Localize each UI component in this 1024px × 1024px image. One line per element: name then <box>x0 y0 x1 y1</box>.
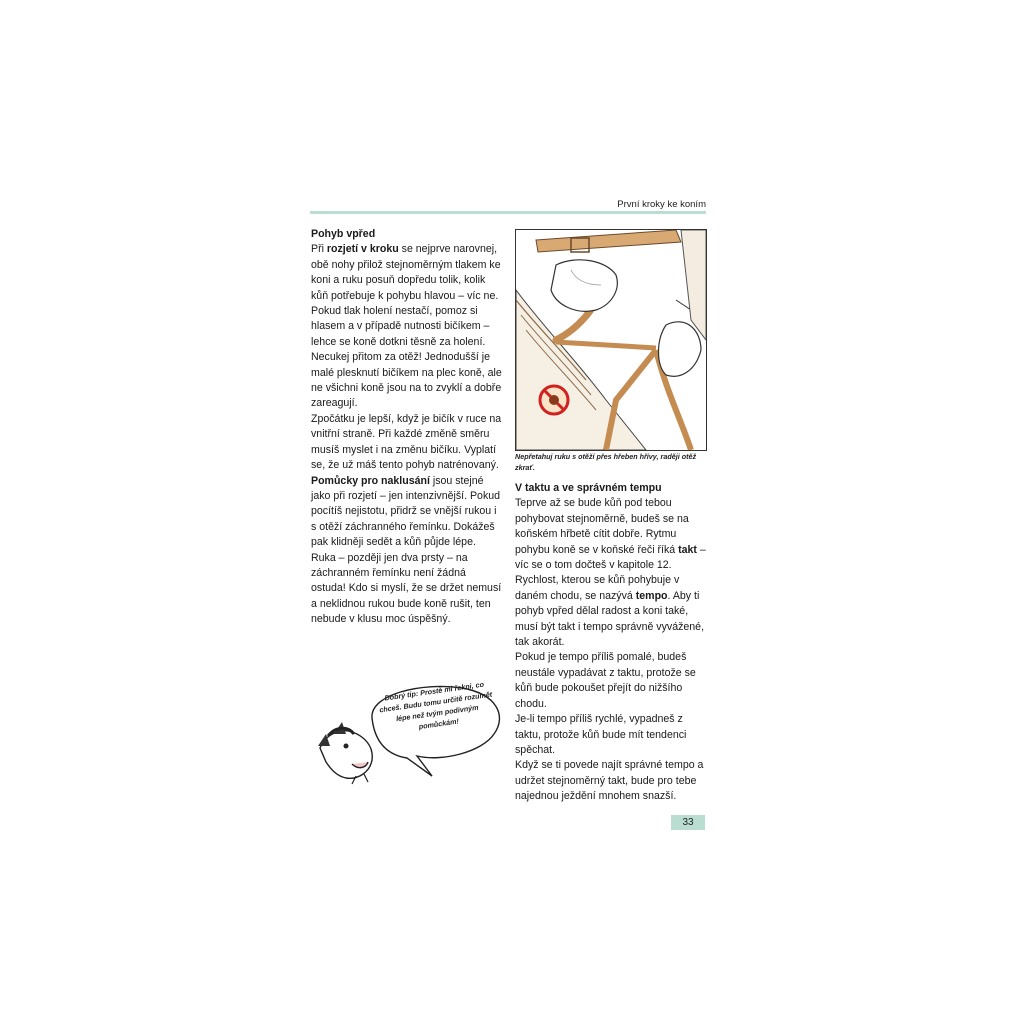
paragraph-spravne: Když se ti povede najít správné tempo a udržet stejnoměrný takt, bude pro tebe najednou ježdění mnohem snazší. <box>515 759 704 803</box>
paragraph-takt: Teprve až se bude kůň pod tebou pohybovat stejnoměrně, budeš se na koňském hřbetě cítit dobře. Rytmu pohybu koně se v koňské řeči říká takt – víc se o tom dočteš v kapitole 12. <box>515 497 706 572</box>
running-head: První kroky ke koním <box>617 199 706 210</box>
tip-text: Dobrý tip: Prostě mi řekni, co chceš. Budu tomu určitě rozumět lépe než tvým podivným pomůckám! <box>378 679 493 732</box>
reins-illustration <box>515 229 707 451</box>
right-column <box>515 481 707 805</box>
illustration-caption: Nepřetahuj ruku s otěží přes hřeben hřívy, raději otěž zkrať. <box>515 452 697 472</box>
paragraph-naklusani: Pomůcky pro naklusání jsou stejné jako při rozjetí – jen intenzivnější. Pokud pocítíš nejistotu, přidrž se vnější rukou i s otěží záchranného řemínku. Dokážeš pak klidněji sedět a kůň půjde lépe. Ruka – později jen dva prsty – na záchranném řemínku není žádná ostuda! Kdo si myslí, že se držet nemusí a neklidnou rukou bude koně rušit, ten nebude v klusu moc úspěšný. <box>311 474 502 626</box>
section-heading-takt: V taktu a ve správném tempu <box>515 482 662 494</box>
term-rozjeti: rozjetí v kroku <box>326 243 399 256</box>
paragraph-rozjeti: Při rozjetí v kroku se nejprve narovnej, obě nohy přilož stejnoměrným tlakem ke koni a ruku posuň dopředu tolik, kolik kůň potřebuje k pohybu hlavou – víc ne. Pokud tlak holení nestačí, pomoz si hlasem a v případě nutnosti bičíkem – lehce se koně dotkni těsně za holení. Necukej přitom za otěž! Jednodušší je malé plesknutí bičíkem na plec koně, ale ne všichni koně jsou na to zvyklí a dobře zareagují. <box>311 243 502 410</box>
hands-reins-icon <box>516 230 706 450</box>
no-sign-icon <box>540 386 568 414</box>
left-column <box>311 227 503 628</box>
term-naklusani: Pomůcky pro naklusání <box>311 474 430 487</box>
paragraph-pomale: Pokud je tempo příliš pomalé, budeš neustále vypadávat z taktu, protože se kůň bude pokoušet přejít do nižšího chodu. <box>515 651 696 710</box>
header-rule <box>310 211 706 214</box>
horse-head-icon <box>318 722 372 784</box>
paragraph-bicik: Zpočátku je lepší, když je bičík v ruce na vnitřní straně. Při každé změně směru musíš myslet i na změnu bičíku. Vyplatí se, že už máš tento pohyb natrénovaný. <box>311 412 502 472</box>
paragraph-tempo: Rychlost, kterou se kůň pohybuje v daném chodu, se nazývá tempo. Aby ti pohyb vpřed dělal radost a koni také, musí být takt i tempo správně vyvážené, tak akorát. <box>515 574 705 649</box>
section-heading-pohyb: Pohyb vpřed <box>311 228 376 240</box>
term-tempo: tempo <box>635 589 668 602</box>
page-number: 33 <box>671 815 705 830</box>
paragraph-rychle: Je-li tempo příliš rychlé, vypadneš z taktu, protože kůň bude mít tendenci spěchat. <box>515 713 687 756</box>
term-takt: takt <box>678 543 697 556</box>
